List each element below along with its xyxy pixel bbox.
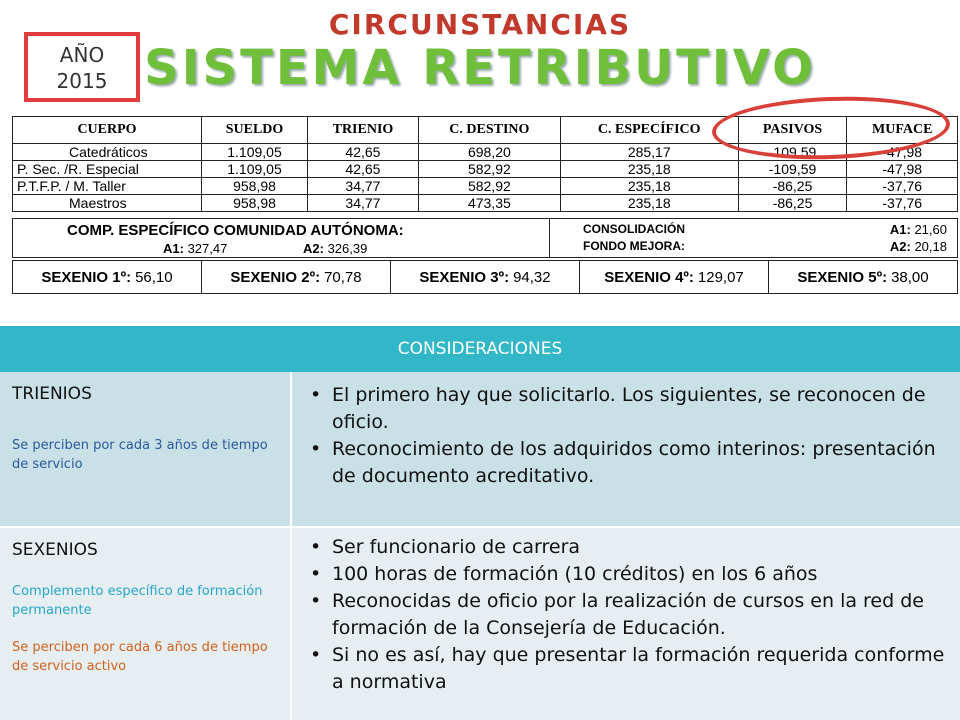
cell: -86,25 [738,195,847,212]
col-c-destino: C. DESTINO [418,117,560,144]
list-item: • Si no es así, hay que presentar la formación requerida conforme a normativa [306,642,956,696]
sexenio-value: 38,00 [891,268,929,286]
cell: 42,65 [307,161,418,178]
sexenios-bullets [306,534,956,696]
col-trienio: TRIENIO [307,117,418,144]
sexenios-row [12,260,958,294]
fondo-mejora-label: FONDO MEJORA: [583,239,685,253]
right-a1 [890,222,947,237]
list-item: • 100 horas de formación (10 créditos) en los 6 años [306,561,956,588]
sexenio-label: SEXENIO 3º: [419,268,510,286]
sexenios-label: SEXENIOS [12,540,98,560]
cell: 698,20 [418,144,560,161]
cell: 958,98 [202,195,308,212]
sexenio-cell [769,261,957,293]
cell: 582,92 [418,161,560,178]
year-value: 2015 [56,69,108,93]
complement-a2-value: 326,39 [327,241,368,256]
cell: 235,18 [560,178,738,195]
sexenio-value: 129,07 [697,268,744,286]
complement-a1-label: A1: [163,241,184,256]
table-row [13,195,958,212]
cell: Catedráticos [13,144,202,161]
trienios-label: TRIENIOS [12,384,92,404]
cell: -37,76 [847,195,958,212]
cell: 285,17 [560,144,738,161]
col-cuerpo: CUERPO [13,117,202,144]
right-a1-label: A1: [889,222,911,237]
year-box [24,32,140,102]
cell: -109,59 [738,161,847,178]
sexenios-row-cons [0,528,960,720]
cell: -109,59 [738,144,847,161]
cell: 958,98 [202,178,308,195]
cell: -86,25 [738,178,847,195]
complement-row [12,218,958,258]
sexenio-label: SEXENIO 1º: [41,268,132,286]
cell: Maestros [13,195,202,212]
cell: 582,92 [418,178,560,195]
complement-right [553,219,957,257]
complement-a2 [303,241,367,256]
sexenio-value: 56,10 [135,268,173,286]
sexenios-note-1: Complemento específico de formación permanente [12,584,263,618]
year-label: AÑO [59,43,105,67]
consolidacion-label: CONSOLIDACIÓN [583,222,685,236]
cell: 34,77 [307,178,418,195]
cell: P. Sec. /R. Especial [13,161,202,178]
sexenio-label: SEXENIO 2º: [230,268,321,286]
page-title: SISTEMA RETRIBUTIVO [144,40,816,96]
cell: 1.109,05 [202,144,308,161]
sexenio-label: SEXENIO 4º: [604,268,694,286]
subtitle: CIRCUNSTANCIAS [328,8,632,41]
considerations-table [0,326,960,720]
complement-a1 [163,241,227,256]
cell: P.T.F.P. / M. Taller [13,178,202,195]
trienios-note: Se perciben por cada 3 años de tiempo de servicio [12,438,268,472]
cell: 473,35 [418,195,560,212]
table-row [13,161,958,178]
cell: -37,76 [847,178,958,195]
right-a2-label: A2: [889,239,911,254]
cell: -47,98 [847,144,958,161]
list-item: • Ser funcionario de carrera [306,534,956,561]
sexenio-label: SEXENIO 5º: [797,268,888,286]
col-muface: MUFACE [847,117,958,144]
sexenio-cell [391,261,580,293]
table-row [13,178,958,195]
complement-a2-label: A2: [303,241,324,256]
sexenio-cell [202,261,391,293]
cell: -47,98 [847,161,958,178]
list-item: • Reconocimiento de los adquiridos como interinos: presentación de documento acreditativo. [306,436,956,490]
complement-a1-value: 327,47 [187,241,228,256]
col-c-especifico: C. ESPECÍFICO [560,117,738,144]
list-item: • Reconocidas de oficio por la realización de cursos en la red de formación de la Consejería de Educación. [306,588,956,642]
column-divider [290,372,292,720]
cell: 235,18 [560,161,738,178]
sexenio-cell [580,261,769,293]
cell: 1.109,05 [202,161,308,178]
col-pasivos: PASIVOS [738,117,847,144]
cell: 34,77 [307,195,418,212]
considerations-header: CONSIDERACIONES [0,326,960,372]
complement-title: COMP. ESPECÍFICO COMUNIDAD AUTÓNOMA: [67,222,404,239]
right-a2-value: 20,18 [914,239,947,254]
trienios-bullets [306,382,956,490]
sexenios-note-2: Se perciben por cada 6 años de tiempo de servicio activo [12,640,268,674]
sexenio-cell [13,261,202,293]
cell: 42,65 [307,144,418,161]
right-a2 [890,239,947,254]
col-sueldo: SUELDO [202,117,308,144]
sexenio-value: 70,78 [324,268,362,286]
trienios-row [0,372,960,526]
cell: 235,18 [560,195,738,212]
complement-left [13,219,550,257]
right-a1-value: 21,60 [914,222,947,237]
sexenio-value: 94,32 [513,268,551,286]
list-item: • El primero hay que solicitarlo. Los siguientes, se reconocen de oficio. [306,382,956,436]
